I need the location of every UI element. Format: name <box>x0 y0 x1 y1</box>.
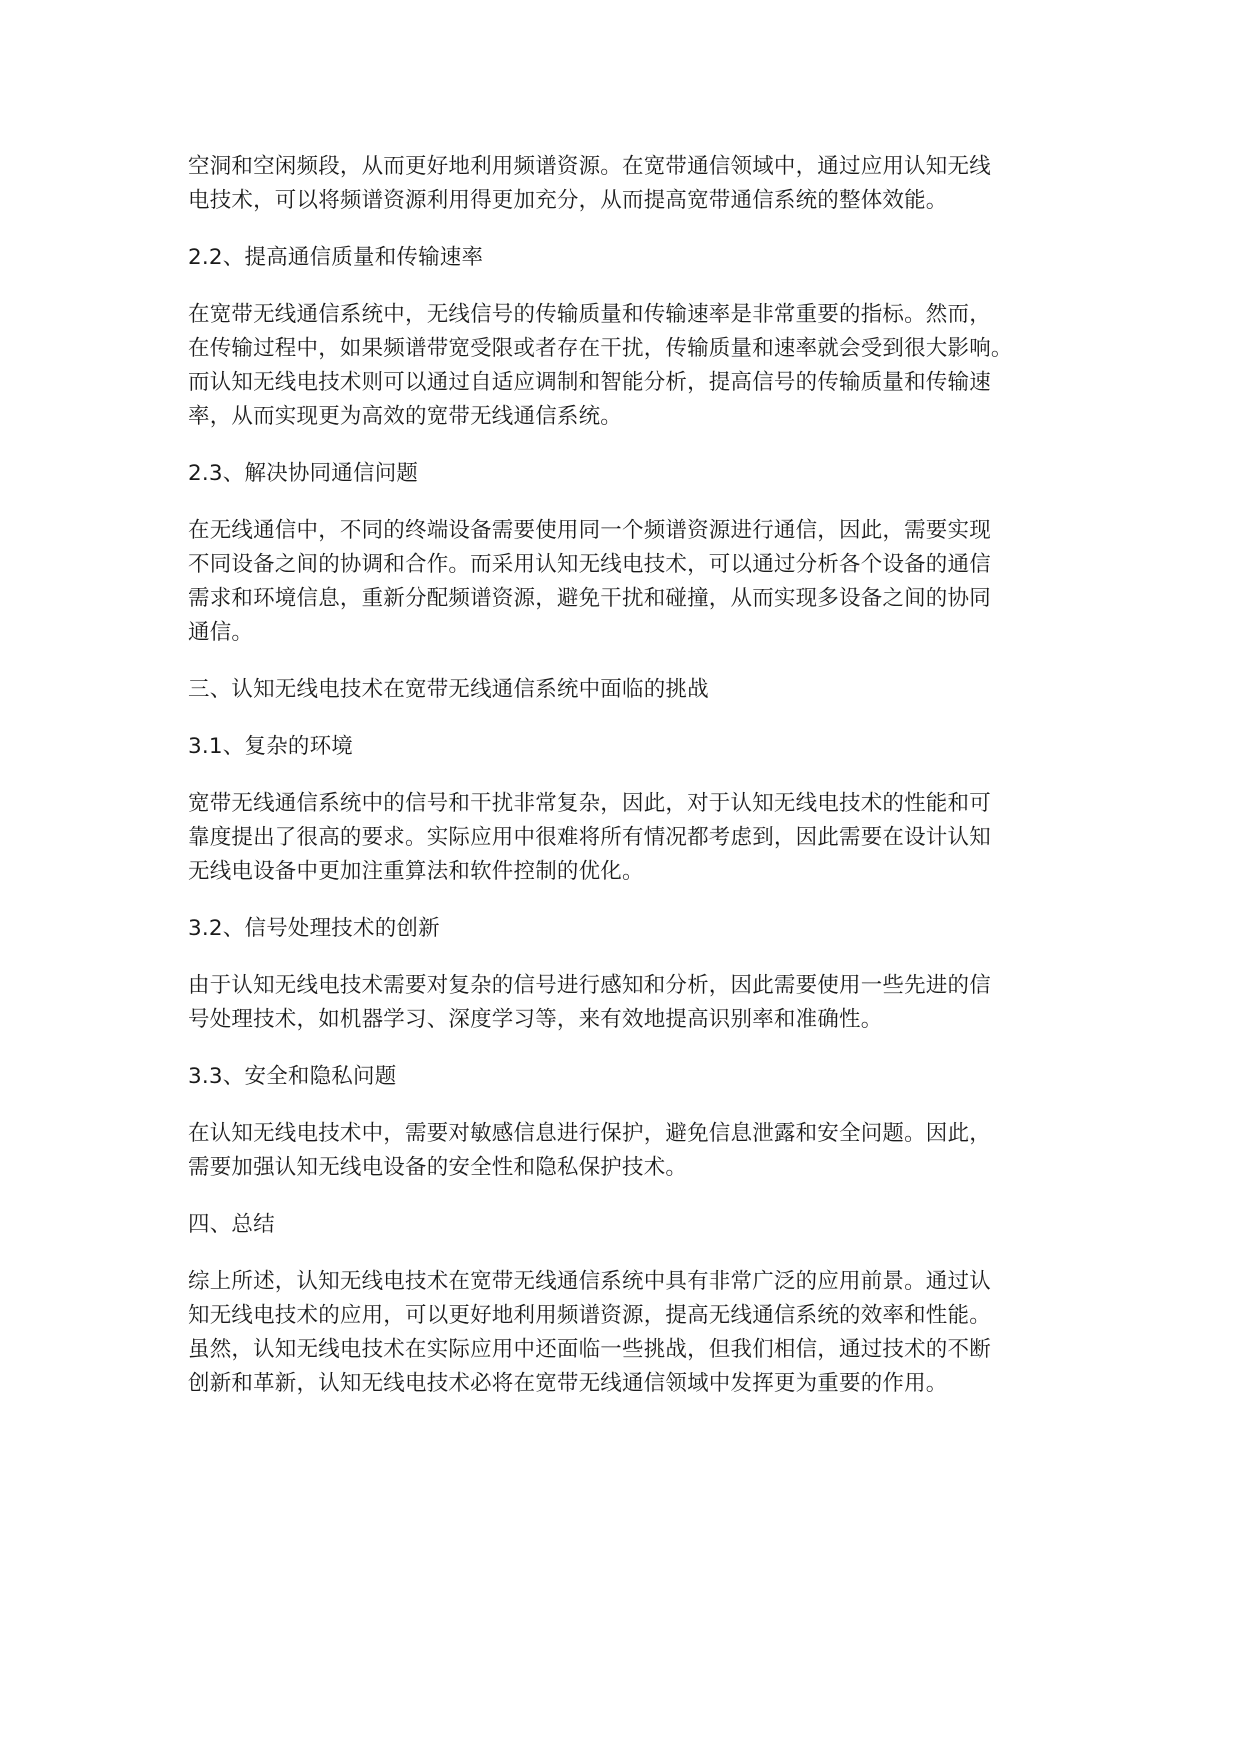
text-line: 综上所述，认知无线电技术在宽带无线通信系统中具有非常广泛的应用前景。通过认 <box>188 1269 991 1294</box>
text-line: 创新和革新，认知无线电技术必将在宽带无线通信领域中发挥更为重要的作用。 <box>188 1371 948 1396</box>
section-heading-3: 三、认知无线电技术在宽带无线通信系统中面临的挑战 <box>188 677 709 702</box>
paragraph-security-privacy <box>188 1117 1068 1185</box>
text-line: 宽带无线通信系统中的信号和干扰非常复杂，因此，对于认知无线电技术的性能和可 <box>188 791 991 816</box>
paragraph-signal-processing <box>188 969 1068 1037</box>
text-line: 率，从而实现更为高效的宽带无线通信系统。 <box>188 404 623 429</box>
text-line: 空洞和空闲频段，从而更好地利用频谱资源。在宽带通信领域中，通过应用认知无线 <box>188 154 991 179</box>
text-line: 在宽带无线通信系统中，无线信号的传输质量和传输速率是非常重要的指标。然而， <box>188 302 991 327</box>
document-page <box>188 150 1068 1424</box>
section-heading-2-3: 2.3、解决协同通信问题 <box>188 461 419 486</box>
section-heading-3-1: 3.1、复杂的环境 <box>188 734 353 759</box>
paragraph-quality-rate <box>188 298 1068 434</box>
paragraph-cooperative-communication <box>188 514 1068 650</box>
section-heading-3-2: 3.2、信号处理技术的创新 <box>188 916 440 941</box>
paragraph-spectrum-utilization <box>188 150 1068 218</box>
text-line: 在无线通信中，不同的终端设备需要使用同一个频谱资源进行通信，因此，需要实现 <box>188 518 991 543</box>
text-line: 通信。 <box>188 620 254 645</box>
paragraph-complex-environment <box>188 787 1068 889</box>
text-line: 无线电设备中更加注重算法和软件控制的优化。 <box>188 859 644 884</box>
text-line: 不同设备之间的协调和合作。而采用认知无线电技术，可以通过分析各个设备的通信 <box>188 552 991 577</box>
text-line: 需求和环境信息，重新分配频谱资源，避免干扰和碰撞，从而实现多设备之间的协同 <box>188 586 991 611</box>
text-line: 在认知无线电技术中，需要对敏感信息进行保护，避免信息泄露和安全问题。因此， <box>188 1121 991 1146</box>
text-line: 靠度提出了很高的要求。实际应用中很难将所有情况都考虑到，因此需要在设计认知 <box>188 825 991 850</box>
paragraph-summary <box>188 1265 1068 1401</box>
text-line: 由于认知无线电技术需要对复杂的信号进行感知和分析，因此需要使用一些先进的信 <box>188 973 991 998</box>
text-line: 虽然，认知无线电技术在实际应用中还面临一些挑战，但我们相信，通过技术的不断 <box>188 1337 991 1362</box>
text-line: 知无线电技术的应用，可以更好地利用频谱资源，提高无线通信系统的效率和性能。 <box>188 1303 991 1328</box>
text-line: 而认知无线电技术则可以通过自适应调制和智能分析，提高信号的传输质量和传输速 <box>188 370 991 395</box>
section-heading-4: 四、总结 <box>188 1212 275 1237</box>
section-heading-2-2: 2.2、提高通信质量和传输速率 <box>188 245 484 270</box>
text-line: 需要加强认知无线电设备的安全性和隐私保护技术。 <box>188 1155 688 1180</box>
text-line: 电技术，可以将频谱资源利用得更加充分，从而提高宽带通信系统的整体效能。 <box>188 188 948 213</box>
section-heading-3-3: 3.3、安全和隐私问题 <box>188 1064 397 1089</box>
text-line: 在传输过程中，如果频谱带宽受限或者存在干扰，传输质量和速率就会受到很大影响。 <box>188 336 1013 361</box>
text-line: 号处理技术，如机器学习、深度学习等，来有效地提高识别率和准确性。 <box>188 1007 883 1032</box>
